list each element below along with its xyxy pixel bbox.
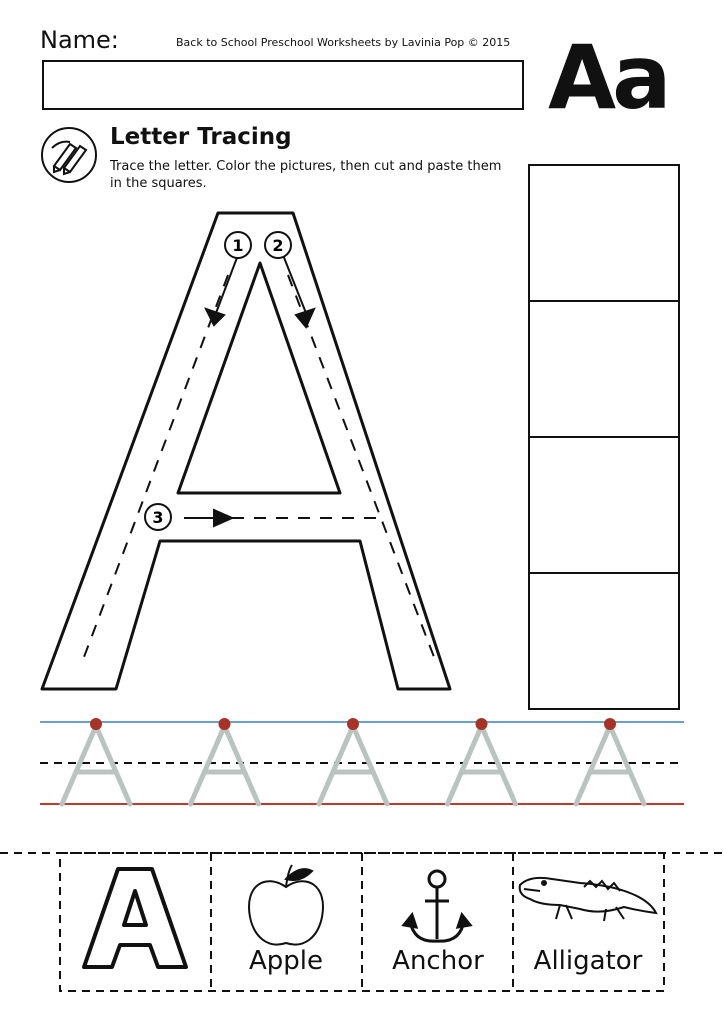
guide-stroke-2 bbox=[288, 275, 434, 657]
instructions-text: Trace the letter. Color the pictures, then cut and paste them in the squares. bbox=[110, 159, 502, 191]
card-label-apple: Apple bbox=[248, 946, 323, 976]
svg-text:1: 1 bbox=[232, 236, 244, 255]
paste-divider bbox=[530, 436, 678, 438]
name-label: Name: bbox=[40, 26, 119, 54]
card-label-alligator: Alligator bbox=[533, 946, 643, 976]
letter-counter bbox=[178, 263, 340, 493]
pencils-icon bbox=[40, 126, 98, 184]
practice-letter[interactable] bbox=[62, 718, 130, 804]
letter-outline bbox=[42, 213, 450, 689]
apple-icon bbox=[249, 865, 323, 945]
stroke-number-2 bbox=[265, 232, 291, 258]
practice-letter[interactable] bbox=[448, 718, 516, 804]
anchor-icon bbox=[404, 871, 470, 941]
practice-lines[interactable] bbox=[38, 712, 686, 812]
practice-letter[interactable] bbox=[319, 718, 387, 804]
practice-letter[interactable] bbox=[576, 718, 644, 804]
start-dot bbox=[604, 718, 616, 730]
credit-text: Back to School Preschool Worksheets by Lavinia Pop © 2015 bbox=[176, 36, 511, 49]
start-dot bbox=[219, 718, 231, 730]
svg-text:3: 3 bbox=[152, 508, 164, 527]
tracing-letter[interactable] bbox=[38, 205, 478, 695]
start-dot bbox=[90, 718, 102, 730]
stroke-number-3 bbox=[145, 504, 171, 530]
card-letter-a[interactable] bbox=[84, 869, 186, 967]
alligator-icon bbox=[520, 878, 656, 921]
practice-letter[interactable] bbox=[191, 718, 259, 804]
paste-divider bbox=[530, 300, 678, 302]
stroke-number-1 bbox=[225, 232, 251, 258]
guide-stroke-1 bbox=[84, 275, 228, 657]
paste-divider bbox=[530, 572, 678, 574]
svg-text:2: 2 bbox=[272, 236, 284, 255]
letter-pair-heading: Aa bbox=[548, 26, 668, 129]
cut-strip[interactable] bbox=[0, 845, 724, 1005]
section-title: Letter Tracing bbox=[110, 124, 292, 150]
start-dot bbox=[347, 718, 359, 730]
start-dot bbox=[476, 718, 488, 730]
name-field[interactable] bbox=[42, 60, 524, 110]
card-label-anchor: Anchor bbox=[392, 946, 484, 976]
paste-squares bbox=[528, 164, 680, 710]
